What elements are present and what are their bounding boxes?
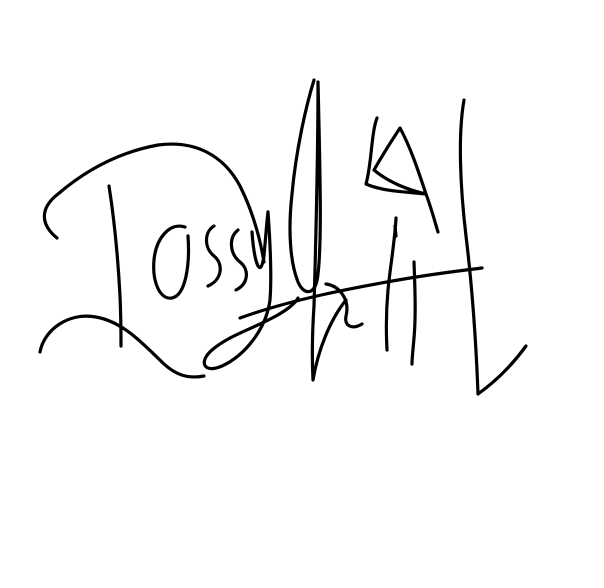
signature-ink <box>40 80 526 394</box>
signature-stroke-crossbar <box>240 268 482 318</box>
signature-stroke-top-loop <box>366 118 438 232</box>
signature-stroke-s1 <box>207 226 221 286</box>
signature-stroke-t2 <box>460 100 526 394</box>
signature-stroke-e <box>154 226 189 298</box>
signature-stroke-y <box>204 212 298 369</box>
signature-stroke-tall-s <box>290 80 346 380</box>
signature-stroke-i-dot <box>395 226 396 236</box>
signature-stroke-i1 <box>386 218 396 350</box>
signature-stroke-s2 <box>231 230 246 290</box>
